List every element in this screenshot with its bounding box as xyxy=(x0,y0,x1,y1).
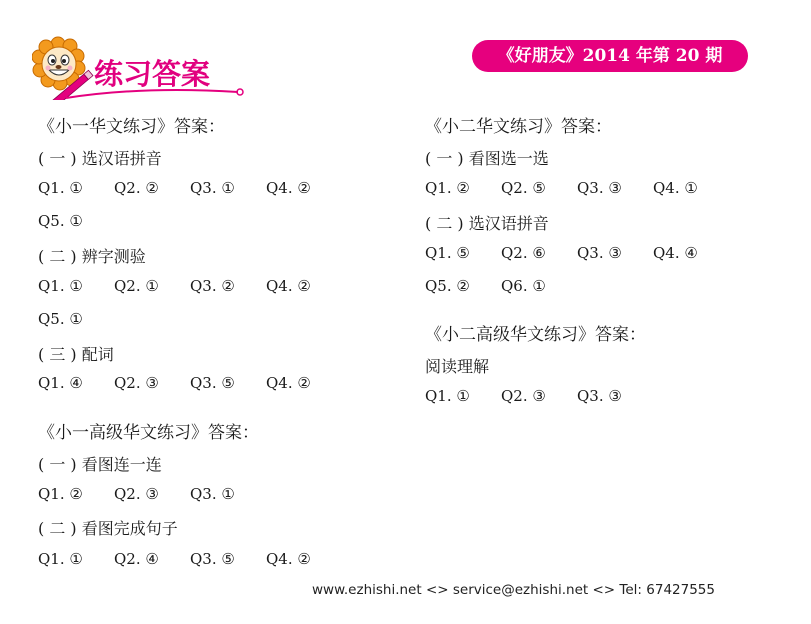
part-label: ( 二 ) 选汉语拼音 xyxy=(425,214,549,233)
answer-item: Q2. ① xyxy=(114,277,159,295)
part-label: ( 一 ) 看图选一选 xyxy=(425,149,549,168)
answer-item: Q5. ① xyxy=(38,212,83,230)
part-label: ( 三 ) 配词 xyxy=(38,345,114,364)
answer-row xyxy=(425,244,729,262)
answer-item: Q3. ⑤ xyxy=(190,374,235,392)
answer-item: Q3. ② xyxy=(190,277,235,295)
answer-item: Q1. ④ xyxy=(38,374,83,392)
answer-row xyxy=(38,310,114,328)
answer-row xyxy=(425,277,577,295)
answer-item: Q3. ① xyxy=(190,485,235,503)
answer-item: Q5. ② xyxy=(425,277,470,295)
answer-item: Q4. ② xyxy=(266,374,311,392)
section-title: 《小一高级华文练习》答案： xyxy=(38,423,259,443)
answer-item: Q2. ③ xyxy=(501,387,546,405)
answer-item: Q1. ② xyxy=(425,179,470,197)
answer-item: Q1. ① xyxy=(425,387,470,405)
part-label: ( 二 ) 看图完成句子 xyxy=(38,519,178,538)
answer-item: Q6. ① xyxy=(501,277,546,295)
answer-item: Q3. ① xyxy=(190,179,235,197)
logo xyxy=(32,36,252,100)
answer-item: Q2. ④ xyxy=(114,550,159,568)
part-label: ( 一 ) 看图连一连 xyxy=(38,455,162,474)
answer-item: Q3. ③ xyxy=(577,244,622,262)
answer-item: Q1. ① xyxy=(38,550,83,568)
answer-item: Q4. ② xyxy=(266,179,311,197)
answer-item: Q4. ② xyxy=(266,550,311,568)
answer-row xyxy=(425,179,729,197)
answer-item: Q4. ② xyxy=(266,277,311,295)
answer-row xyxy=(38,277,342,295)
answer-item: Q1. ① xyxy=(38,277,83,295)
answer-item: Q2. ② xyxy=(114,179,159,197)
lion-mascot-icon xyxy=(32,36,252,100)
answer-item: Q1. ① xyxy=(38,179,83,197)
answer-item: Q2. ③ xyxy=(114,485,159,503)
logo-title: 练习答案 xyxy=(94,57,211,91)
answer-item: Q2. ③ xyxy=(114,374,159,392)
section-title: 《小二华文练习》答案： xyxy=(425,117,612,137)
answer-item: Q3. ③ xyxy=(577,179,622,197)
answer-row xyxy=(425,387,653,405)
issue-badge: 《好朋友》2014 年第 20 期 xyxy=(472,40,748,72)
answer-item: Q2. ⑤ xyxy=(501,179,546,197)
section-title: 《小二高级华文练习》答案： xyxy=(425,325,646,345)
section-title: 《小一华文练习》答案： xyxy=(38,117,225,137)
answer-item: Q3. ⑤ xyxy=(190,550,235,568)
part-label: 阅读理解 xyxy=(425,357,490,376)
answer-row xyxy=(38,550,342,568)
answer-item: Q3. ③ xyxy=(577,387,622,405)
answer-item: Q5. ① xyxy=(38,310,83,328)
part-label: ( 二 ) 辨字测验 xyxy=(38,247,146,266)
footer-contact: www.ezhishi.net <> service@ezhishi.net <> Tel: 67427555 xyxy=(312,582,715,598)
answer-item: Q2. ⑥ xyxy=(501,244,546,262)
answer-item: Q1. ⑤ xyxy=(425,244,470,262)
answer-item: Q4. ④ xyxy=(653,244,698,262)
answer-item: Q1. ② xyxy=(38,485,83,503)
part-label: ( 一 ) 选汉语拼音 xyxy=(38,149,162,168)
answer-row xyxy=(38,179,342,197)
answer-row xyxy=(38,374,342,392)
answer-row xyxy=(38,212,114,230)
answer-row xyxy=(38,485,266,503)
answer-item: Q4. ① xyxy=(653,179,698,197)
